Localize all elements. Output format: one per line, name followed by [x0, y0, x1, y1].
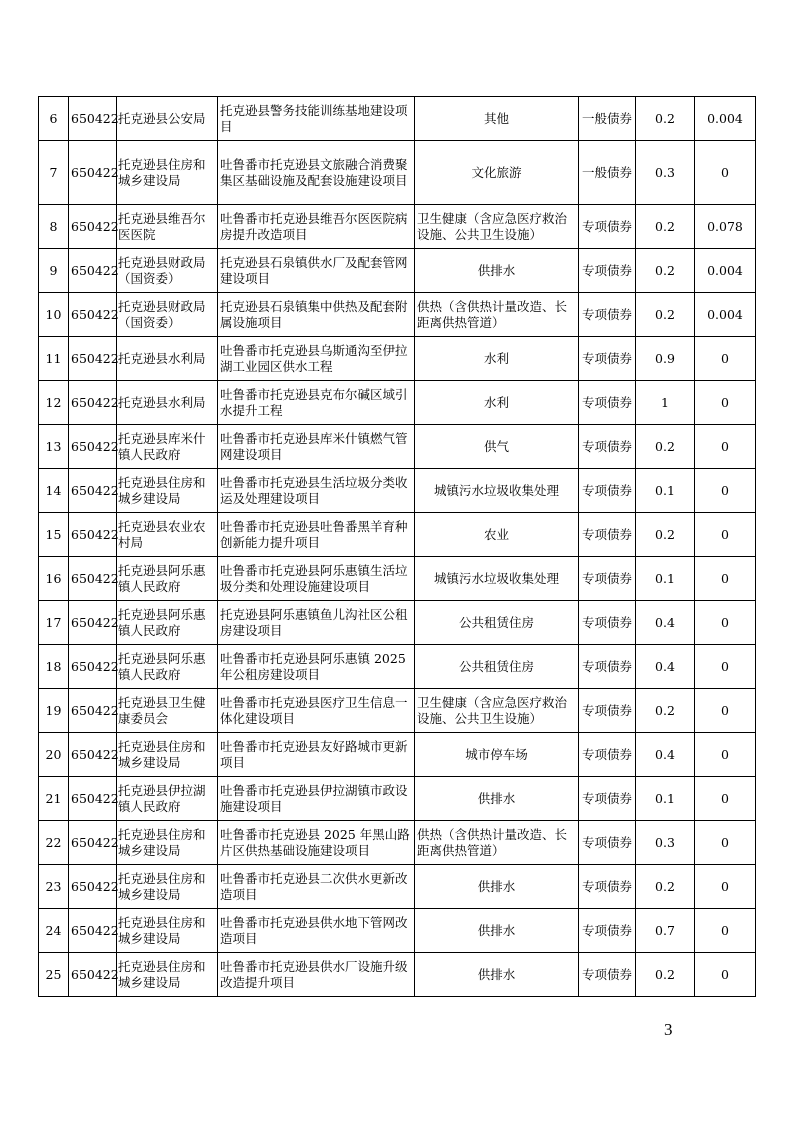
amount-secondary-cell: 0 [695, 601, 756, 645]
amount-secondary-cell: 0 [695, 777, 756, 821]
department-cell: 托克逊县住房和城乡建设局 [117, 469, 218, 513]
row-number-cell: 17 [39, 601, 69, 645]
table-row [39, 733, 756, 777]
category-cell: 公共租赁住房 [415, 645, 579, 689]
region-code-cell: 650422 [69, 205, 117, 249]
category-cell: 供排水 [415, 777, 579, 821]
project-name-cell: 吐鲁番市托克逊县吐鲁番黑羊育种创新能力提升项目 [218, 513, 415, 557]
department-cell: 托克逊县水利局 [117, 381, 218, 425]
row-number-cell: 13 [39, 425, 69, 469]
table-row [39, 337, 756, 381]
amount-cell: 0.2 [636, 689, 695, 733]
row-number-cell: 21 [39, 777, 69, 821]
table-row [39, 425, 756, 469]
category-cell: 供气 [415, 425, 579, 469]
department-cell: 托克逊县库米什镇人民政府 [117, 425, 218, 469]
row-number-cell: 16 [39, 557, 69, 601]
bond-type-cell: 专项债券 [579, 205, 636, 249]
amount-cell: 0.4 [636, 601, 695, 645]
amount-cell: 1 [636, 381, 695, 425]
project-name-cell: 吐鲁番市托克逊县二次供水更新改造项目 [218, 865, 415, 909]
amount-secondary-cell: 0 [695, 381, 756, 425]
table-body [39, 97, 756, 997]
department-cell: 托克逊县阿乐惠镇人民政府 [117, 601, 218, 645]
region-code-cell: 650422 [69, 865, 117, 909]
department-cell: 托克逊县阿乐惠镇人民政府 [117, 645, 218, 689]
row-number-cell: 12 [39, 381, 69, 425]
project-name-cell: 吐鲁番市托克逊县医疗卫生信息一体化建设项目 [218, 689, 415, 733]
row-number-cell: 23 [39, 865, 69, 909]
region-code-cell: 650422 [69, 381, 117, 425]
amount-secondary-cell: 0 [695, 513, 756, 557]
project-name-cell: 托克逊县警务技能训练基地建设项目 [218, 97, 415, 141]
project-name-cell: 吐鲁番市托克逊县伊拉湖镇市政设施建设项目 [218, 777, 415, 821]
category-cell: 文化旅游 [415, 141, 579, 205]
region-code-cell: 650422 [69, 689, 117, 733]
region-code-cell: 650422 [69, 469, 117, 513]
bond-type-cell: 专项债券 [579, 249, 636, 293]
bond-type-cell: 专项债券 [579, 777, 636, 821]
page-number: 3 [664, 1020, 673, 1039]
row-number-cell: 8 [39, 205, 69, 249]
amount-secondary-cell: 0.004 [695, 249, 756, 293]
department-cell: 托克逊县公安局 [117, 97, 218, 141]
table-row [39, 381, 756, 425]
amount-cell: 0.1 [636, 469, 695, 513]
bond-type-cell: 专项债券 [579, 865, 636, 909]
amount-cell: 0.9 [636, 337, 695, 381]
bond-type-cell: 专项债券 [579, 513, 636, 557]
table-row [39, 821, 756, 865]
table-row [39, 205, 756, 249]
table-row [39, 293, 756, 337]
row-number-cell: 6 [39, 97, 69, 141]
region-code-cell: 650422 [69, 733, 117, 777]
bond-type-cell: 一般债券 [579, 97, 636, 141]
category-cell: 农业 [415, 513, 579, 557]
category-cell: 卫生健康（含应急医疗救治设施、公共卫生设施） [415, 689, 579, 733]
region-code-cell: 650422 [69, 601, 117, 645]
row-number-cell: 25 [39, 953, 69, 997]
project-name-cell: 吐鲁番市托克逊县 2025 年黑山路片区供热基础设施建设项目 [218, 821, 415, 865]
table-row [39, 601, 756, 645]
department-cell: 托克逊县财政局（国资委） [117, 249, 218, 293]
region-code-cell: 650422 [69, 249, 117, 293]
bond-type-cell: 专项债券 [579, 469, 636, 513]
region-code-cell: 650422 [69, 645, 117, 689]
amount-secondary-cell: 0 [695, 469, 756, 513]
amount-secondary-cell: 0 [695, 337, 756, 381]
amount-cell: 0.2 [636, 953, 695, 997]
category-cell: 供热（含供热计量改造、长距离供热管道） [415, 293, 579, 337]
region-code-cell: 650422 [69, 141, 117, 205]
category-cell: 城镇污水垃圾收集处理 [415, 469, 579, 513]
project-name-cell: 托克逊县阿乐惠镇鱼儿沟社区公租房建设项目 [218, 601, 415, 645]
project-name-cell: 吐鲁番市托克逊县阿乐惠镇 2025 年公租房建设项目 [218, 645, 415, 689]
category-cell: 供排水 [415, 249, 579, 293]
amount-secondary-cell: 0 [695, 689, 756, 733]
amount-secondary-cell: 0.004 [695, 97, 756, 141]
department-cell: 托克逊县卫生健康委员会 [117, 689, 218, 733]
amount-cell: 0.1 [636, 777, 695, 821]
region-code-cell: 650422 [69, 821, 117, 865]
department-cell: 托克逊县维吾尔医医院 [117, 205, 218, 249]
project-name-cell: 吐鲁番市托克逊县友好路城市更新项目 [218, 733, 415, 777]
department-cell: 托克逊县伊拉湖镇人民政府 [117, 777, 218, 821]
department-cell: 托克逊县水利局 [117, 337, 218, 381]
amount-cell: 0.4 [636, 733, 695, 777]
amount-cell: 0.3 [636, 821, 695, 865]
bond-type-cell: 专项债券 [579, 425, 636, 469]
bond-type-cell: 专项债券 [579, 953, 636, 997]
table-row [39, 97, 756, 141]
category-cell: 水利 [415, 381, 579, 425]
project-name-cell: 吐鲁番市托克逊县库米什镇燃气管网建设项目 [218, 425, 415, 469]
amount-cell: 0.2 [636, 865, 695, 909]
row-number-cell: 20 [39, 733, 69, 777]
bond-project-table [38, 96, 756, 997]
bond-type-cell: 专项债券 [579, 337, 636, 381]
category-cell: 供热（含供热计量改造、长距离供热管道） [415, 821, 579, 865]
department-cell: 托克逊县住房和城乡建设局 [117, 865, 218, 909]
department-cell: 托克逊县住房和城乡建设局 [117, 733, 218, 777]
category-cell: 城镇污水垃圾收集处理 [415, 557, 579, 601]
row-number-cell: 18 [39, 645, 69, 689]
region-code-cell: 650422 [69, 293, 117, 337]
bond-type-cell: 专项债券 [579, 821, 636, 865]
department-cell: 托克逊县住房和城乡建设局 [117, 141, 218, 205]
table-row [39, 249, 756, 293]
project-name-cell: 吐鲁番市托克逊县乌斯通沟至伊拉湖工业园区供水工程 [218, 337, 415, 381]
amount-secondary-cell: 0 [695, 141, 756, 205]
amount-secondary-cell: 0 [695, 821, 756, 865]
bond-type-cell: 专项债券 [579, 601, 636, 645]
amount-cell: 0.3 [636, 141, 695, 205]
row-number-cell: 15 [39, 513, 69, 557]
region-code-cell: 650422 [69, 425, 117, 469]
table-row [39, 953, 756, 997]
table-row [39, 513, 756, 557]
amount-cell: 0.2 [636, 249, 695, 293]
amount-secondary-cell: 0 [695, 733, 756, 777]
amount-secondary-cell: 0 [695, 557, 756, 601]
amount-secondary-cell: 0 [695, 645, 756, 689]
project-name-cell: 托克逊县石泉镇供水厂及配套管网建设项目 [218, 249, 415, 293]
category-cell: 卫生健康（含应急医疗救治设施、公共卫生设施） [415, 205, 579, 249]
bond-type-cell: 专项债券 [579, 645, 636, 689]
row-number-cell: 9 [39, 249, 69, 293]
amount-cell: 0.7 [636, 909, 695, 953]
region-code-cell: 650422 [69, 557, 117, 601]
amount-secondary-cell: 0 [695, 909, 756, 953]
row-number-cell: 14 [39, 469, 69, 513]
amount-cell: 0.2 [636, 293, 695, 337]
region-code-cell: 650422 [69, 909, 117, 953]
project-name-cell: 吐鲁番市托克逊县供水地下管网改造项目 [218, 909, 415, 953]
amount-cell: 0.2 [636, 205, 695, 249]
row-number-cell: 24 [39, 909, 69, 953]
region-code-cell: 650422 [69, 337, 117, 381]
row-number-cell: 10 [39, 293, 69, 337]
department-cell: 托克逊县农业农村局 [117, 513, 218, 557]
department-cell: 托克逊县住房和城乡建设局 [117, 909, 218, 953]
project-name-cell: 吐鲁番市托克逊县阿乐惠镇生活垃圾分类和处理设施建设项目 [218, 557, 415, 601]
department-cell: 托克逊县阿乐惠镇人民政府 [117, 557, 218, 601]
category-cell: 供排水 [415, 909, 579, 953]
amount-cell: 0.2 [636, 97, 695, 141]
amount-cell: 0.2 [636, 425, 695, 469]
category-cell: 公共租赁住房 [415, 601, 579, 645]
bond-type-cell: 专项债券 [579, 381, 636, 425]
bond-type-cell: 专项债券 [579, 733, 636, 777]
region-code-cell: 650422 [69, 777, 117, 821]
project-name-cell: 托克逊县石泉镇集中供热及配套附属设施项目 [218, 293, 415, 337]
project-name-cell: 吐鲁番市托克逊县生活垃圾分类收运及处理建设项目 [218, 469, 415, 513]
amount-cell: 0.2 [636, 513, 695, 557]
bond-type-cell: 专项债券 [579, 557, 636, 601]
category-cell: 供排水 [415, 865, 579, 909]
table-row [39, 645, 756, 689]
region-code-cell: 650422 [69, 513, 117, 557]
table-row [39, 689, 756, 733]
region-code-cell: 650422 [69, 953, 117, 997]
project-name-cell: 吐鲁番市托克逊县克布尔碱区域引水提升工程 [218, 381, 415, 425]
amount-secondary-cell: 0 [695, 865, 756, 909]
category-cell: 水利 [415, 337, 579, 381]
project-name-cell: 吐鲁番市托克逊县供水厂设施升级改造提升项目 [218, 953, 415, 997]
bond-type-cell: 专项债券 [579, 689, 636, 733]
row-number-cell: 7 [39, 141, 69, 205]
table-row [39, 469, 756, 513]
project-name-cell: 吐鲁番市托克逊县文旅融合消费聚集区基础设施及配套设施建设项目 [218, 141, 415, 205]
project-name-cell: 吐鲁番市托克逊县维吾尔医医院病房提升改造项目 [218, 205, 415, 249]
bond-type-cell: 专项债券 [579, 909, 636, 953]
amount-secondary-cell: 0.078 [695, 205, 756, 249]
table-row [39, 777, 756, 821]
table-row [39, 557, 756, 601]
table-row [39, 141, 756, 205]
category-cell: 城市停车场 [415, 733, 579, 777]
table-row [39, 909, 756, 953]
region-code-cell: 650422 [69, 97, 117, 141]
department-cell: 托克逊县住房和城乡建设局 [117, 821, 218, 865]
amount-secondary-cell: 0 [695, 425, 756, 469]
bond-type-cell: 专项债券 [579, 293, 636, 337]
category-cell: 其他 [415, 97, 579, 141]
row-number-cell: 11 [39, 337, 69, 381]
department-cell: 托克逊县住房和城乡建设局 [117, 953, 218, 997]
row-number-cell: 22 [39, 821, 69, 865]
amount-cell: 0.1 [636, 557, 695, 601]
amount-secondary-cell: 0.004 [695, 293, 756, 337]
amount-secondary-cell: 0 [695, 953, 756, 997]
category-cell: 供排水 [415, 953, 579, 997]
table-row [39, 865, 756, 909]
amount-cell: 0.4 [636, 645, 695, 689]
row-number-cell: 19 [39, 689, 69, 733]
department-cell: 托克逊县财政局（国资委） [117, 293, 218, 337]
bond-type-cell: 一般债券 [579, 141, 636, 205]
